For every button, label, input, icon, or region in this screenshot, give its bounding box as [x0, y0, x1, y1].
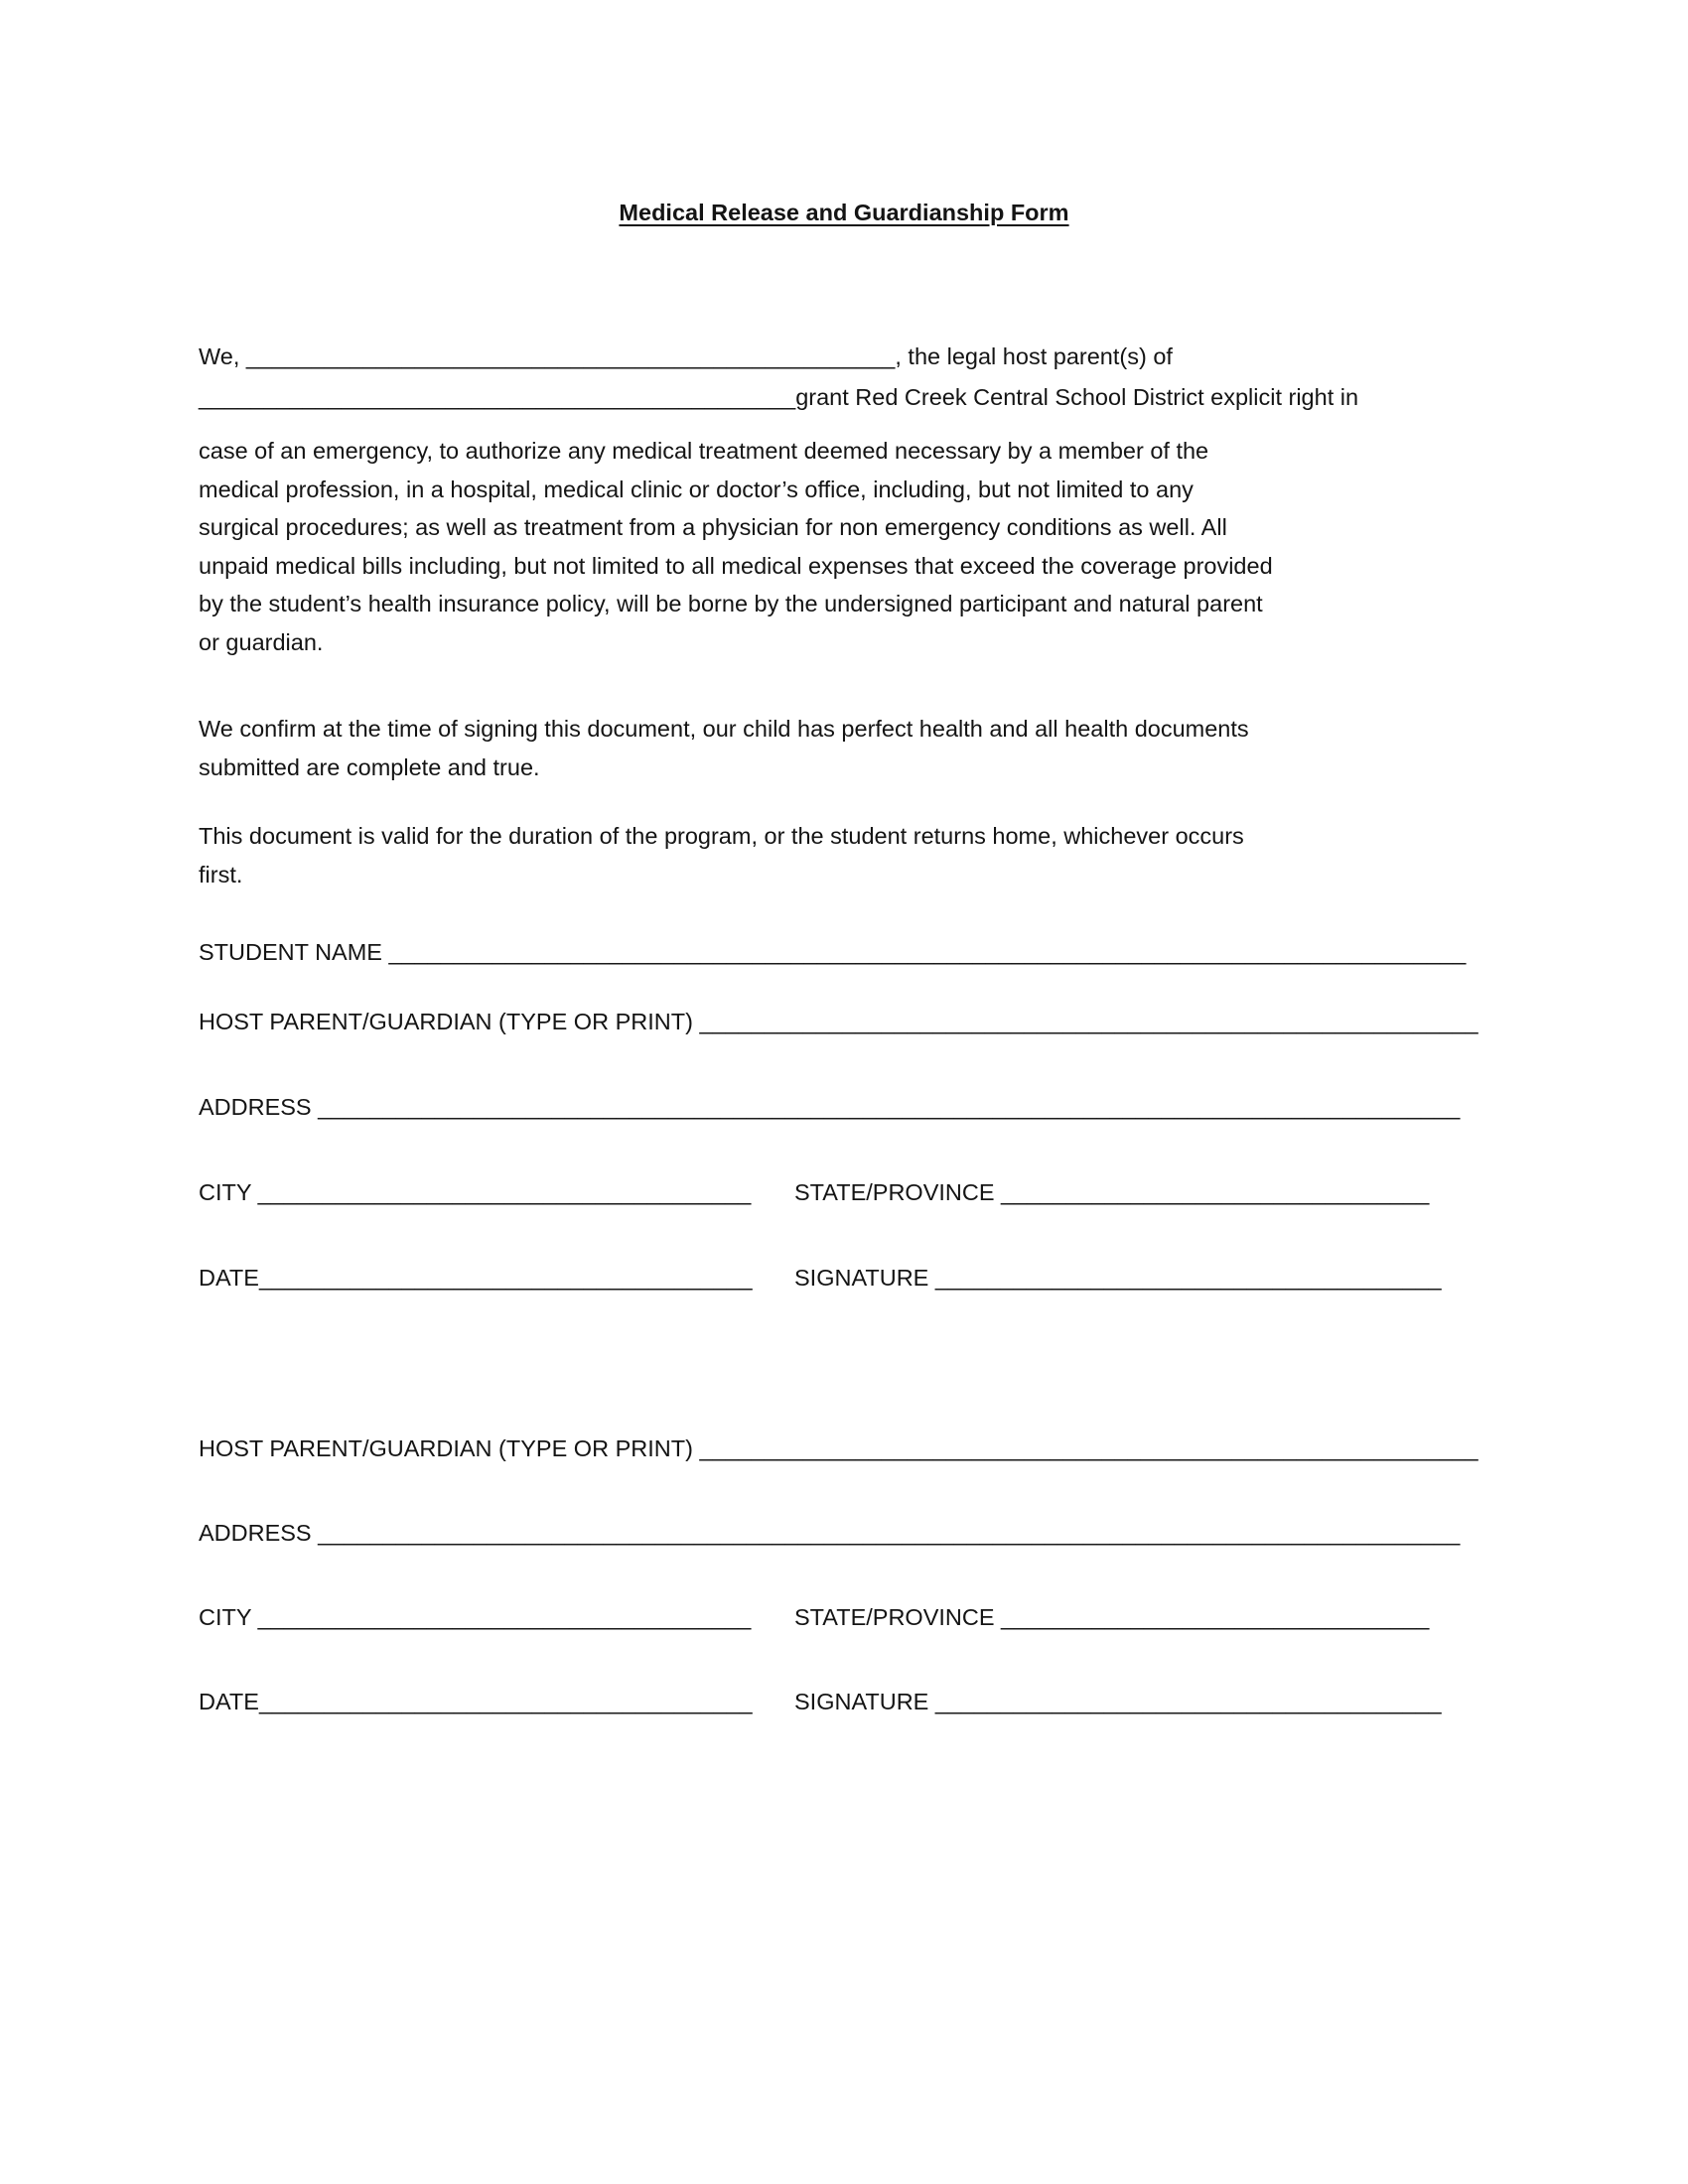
address-row: [199, 1088, 1489, 1127]
host-parent-row: [199, 1003, 1489, 1041]
student-name-row: [199, 933, 1489, 972]
city-label: CITY: [199, 1179, 258, 1205]
signature-blank[interactable]: _______________________________________: [934, 1689, 1442, 1714]
release-paragraph: [199, 432, 1489, 661]
date-label: DATE: [199, 1689, 259, 1714]
signature-label: SIGNATURE: [794, 1265, 935, 1291]
validity-paragraph-line: first.: [199, 862, 243, 887]
release-paragraph-line: by the student’s health insurance policy, will be borne by the undersigned participant and natural parent: [199, 591, 1263, 616]
page-title: [199, 194, 1489, 232]
validity-paragraph: [199, 817, 1489, 894]
date-signature-row: [199, 1683, 1489, 1721]
state-province-group: [794, 1598, 1429, 1637]
signature-blank[interactable]: _______________________________________: [934, 1265, 1442, 1291]
city-label: CITY: [199, 1604, 258, 1630]
page-title-text: Medical Release and Guardianship Form: [619, 200, 1069, 225]
release-paragraph-line: surgical procedures; as well as treatment from a physician for non emergency conditions as well. All: [199, 514, 1227, 540]
release-paragraph-line: unpaid medical bills including, but not limited to all medical expenses that exceed the coverage provided: [199, 552, 1273, 579]
intro-line-1: [199, 338, 1489, 376]
date-blank[interactable]: ______________________________________: [258, 1265, 753, 1291]
state-province-group: [794, 1173, 1429, 1212]
signature-group: [794, 1683, 1442, 1721]
confirm-paragraph: [199, 710, 1489, 787]
state-province-blank[interactable]: _________________________________: [1001, 1179, 1430, 1205]
legal-host-suffix: , the legal host parent(s) of: [895, 343, 1173, 369]
city-blank[interactable]: ______________________________________: [257, 1604, 752, 1630]
state-province-label: STATE/PROVINCE: [794, 1604, 1002, 1630]
release-paragraph-line: or guardian.: [199, 628, 324, 655]
host-parents-name-blank[interactable]: __________________________________________________: [245, 343, 896, 369]
host-parent-row: [199, 1430, 1489, 1468]
child-name-blank[interactable]: ______________________________________________: [199, 384, 796, 410]
host-parent-label: HOST PARENT/GUARDIAN (TYPE OR PRINT): [199, 1009, 700, 1034]
city-state-row: [199, 1598, 1489, 1637]
address-blank[interactable]: ________________________________________________________________________________________: [318, 1520, 1461, 1546]
date-blank[interactable]: ______________________________________: [258, 1689, 753, 1714]
host-parent-blank[interactable]: ____________________________________________________________: [699, 1009, 1478, 1034]
host-parent-label: HOST PARENT/GUARDIAN (TYPE OR PRINT): [199, 1435, 700, 1461]
we-prefix: We,: [199, 343, 246, 369]
date-label: DATE: [199, 1265, 259, 1291]
intro-line-2: [199, 378, 1489, 417]
signature-group: [794, 1259, 1442, 1297]
signature-label: SIGNATURE: [794, 1689, 935, 1714]
city-state-row: [199, 1173, 1489, 1212]
address-label: ADDRESS: [199, 1094, 319, 1120]
validity-paragraph-line: This document is valid for the duration of the program, or the student returns home, whichever occurs: [199, 823, 1244, 849]
grant-suffix: grant Red Creek Central School District explicit right in: [795, 384, 1359, 410]
address-blank[interactable]: ________________________________________________________________________________________: [318, 1094, 1461, 1120]
release-paragraph-line: case of an emergency, to authorize any medical treatment deemed necessary by a member of the: [199, 438, 1209, 464]
host-parent-blank[interactable]: ____________________________________________________________: [699, 1435, 1478, 1461]
state-province-blank[interactable]: _________________________________: [1001, 1604, 1430, 1630]
student-name-label: STUDENT NAME: [199, 939, 389, 965]
state-province-label: STATE/PROVINCE: [794, 1179, 1002, 1205]
student-name-blank[interactable]: ___________________________________________________________________________________: [388, 939, 1467, 965]
address-label: ADDRESS: [199, 1520, 319, 1546]
date-signature-row: [199, 1259, 1489, 1297]
address-row: [199, 1514, 1489, 1553]
release-paragraph-line: medical profession, in a hospital, medical clinic or doctor’s office, including, but not limited to any: [199, 476, 1194, 502]
confirm-paragraph-line: submitted are complete and true.: [199, 754, 540, 780]
city-blank[interactable]: ______________________________________: [257, 1179, 752, 1205]
confirm-paragraph-line: We confirm at the time of signing this document, our child has perfect health and all health documents: [199, 716, 1249, 742]
